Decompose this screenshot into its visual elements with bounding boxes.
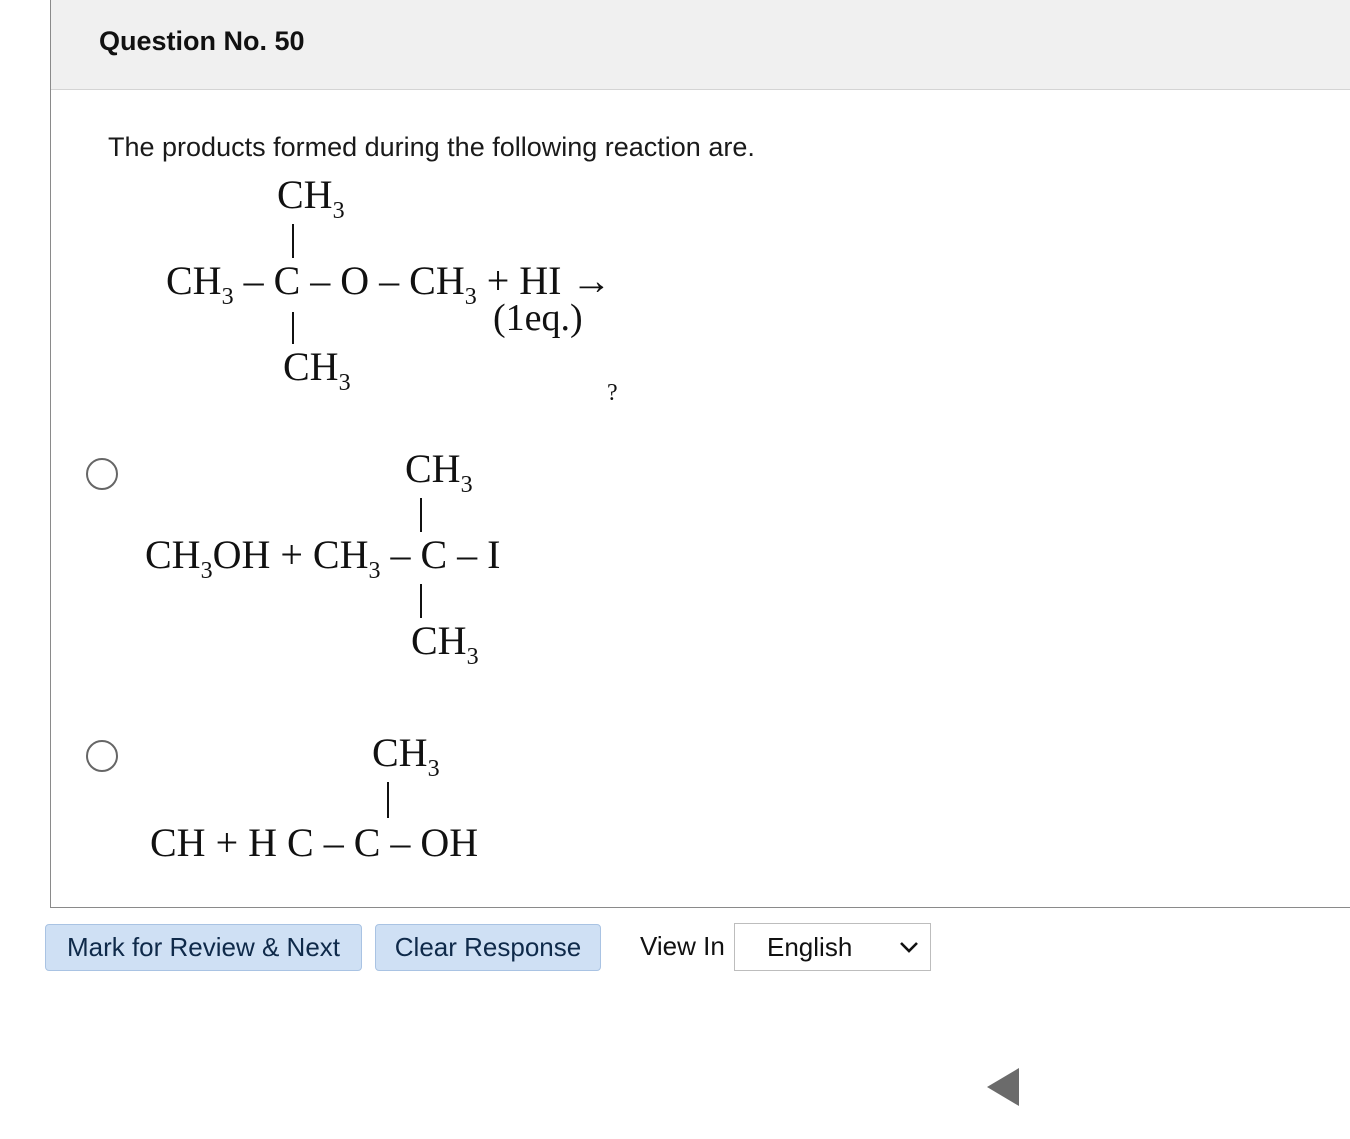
question-panel [50,0,1350,908]
question-header [51,0,1350,90]
reaction-bottom-group: $CH_3$ [283,344,351,396]
question-text: The products formed during the following reaction are. [108,132,755,162]
option-1-top-group: $CH_3$ [405,446,473,498]
option-2-structure[interactable] [146,726,566,907]
option-1-chain: $CH_3OH + CH_3 - C - I$ [145,532,501,584]
reaction-unknown: ? [607,380,618,406]
reaction-top-group: $CH_3$ [277,172,345,224]
reaction-chain: $CH_3$ – C – O – $CH_3$ + HI → [166,258,612,310]
language-select[interactable] [734,923,931,971]
option-2-radio[interactable] [86,740,118,772]
option-1-structure[interactable] [141,442,581,682]
clear-response-button[interactable]: Clear Response [375,924,601,971]
question-title: Question No. 50 [99,26,305,56]
option-2-top-group: $CH_3$ [372,730,440,782]
mark-for-review-next-button[interactable]: Mark for Review & Next [45,924,362,971]
question-body [51,90,1350,907]
option-1-radio[interactable] [86,458,118,490]
option-1-bottom-group: $CH_3$ [411,618,479,670]
chevron-down-icon [898,938,920,956]
option-2-chain: CH + H C – C – OH [150,820,479,865]
reaction-structure [111,168,631,408]
triangle-left-icon[interactable] [986,1067,1020,1107]
language-selected-value: English [767,932,853,962]
view-in-label: View In [640,931,725,961]
reaction-condition: (1eq.) [493,297,583,339]
